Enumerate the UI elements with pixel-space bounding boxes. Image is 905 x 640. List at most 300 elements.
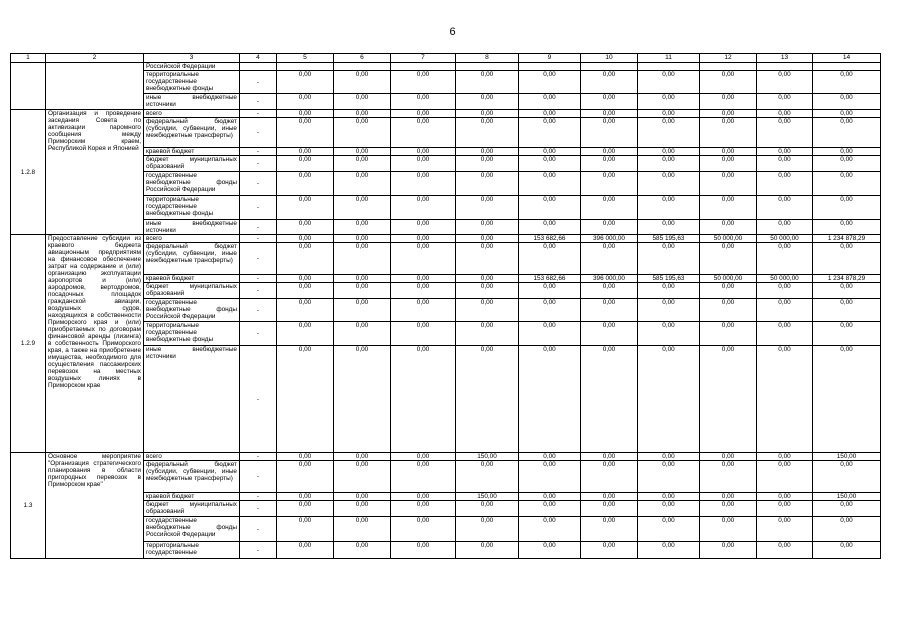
unit-cell: - — [240, 283, 277, 299]
value-cell: 0,00 — [519, 517, 581, 542]
value-cell: 0,00 — [391, 346, 456, 453]
value-cell: 0,00 — [334, 172, 391, 196]
item-description: Основное мероприятие "Организация стратегического планирования в области пригородных перевозок в Приморском крае" — [46, 453, 144, 559]
value-cell: 0,00 — [456, 299, 519, 322]
funding-source: федеральный бюджет (субсидии, субвенции, иные межбюджетные трансферты) — [144, 118, 240, 148]
unit-cell: - — [240, 346, 277, 453]
unit-cell: - — [240, 156, 277, 172]
value-cell: 0,00 — [813, 517, 881, 542]
value-cell: 0,00 — [334, 235, 391, 243]
value-cell: 0,00 — [391, 156, 456, 172]
value-cell: 0,00 — [757, 542, 813, 559]
value-cell: 0,00 — [581, 220, 638, 235]
value-cell: 0,00 — [334, 220, 391, 235]
unit-cell: - — [240, 275, 277, 283]
value-cell: 0,00 — [638, 71, 700, 94]
value-cell: 0,00 — [581, 94, 638, 110]
value-cell: 0,00 — [638, 461, 700, 493]
value-cell: 0,00 — [391, 542, 456, 559]
value-cell: 0,00 — [519, 453, 581, 461]
value-cell: 0,00 — [581, 493, 638, 501]
value-cell: 0,00 — [456, 235, 519, 243]
unit-cell: - — [240, 461, 277, 493]
value-cell: 0,00 — [581, 71, 638, 94]
value-cell: 0,00 — [334, 148, 391, 156]
value-cell: 0,00 — [391, 71, 456, 94]
value-cell: 0,00 — [277, 118, 334, 148]
value-cell: 0,00 — [391, 322, 456, 346]
value-cell: 0,00 — [391, 275, 456, 283]
value-cell: 0,00 — [581, 118, 638, 148]
value-cell: 50 000,00 — [757, 275, 813, 283]
funding-source: иные внебюджетные источники — [144, 346, 240, 453]
value-cell: 0,00 — [391, 110, 456, 118]
funding-source: бюджет муниципальных образований — [144, 156, 240, 172]
value-cell: 0,00 — [519, 148, 581, 156]
value-cell: 0,00 — [638, 299, 700, 322]
value-cell: 0,00 — [334, 299, 391, 322]
column-number: 11 — [638, 54, 700, 63]
funding-source: государственные внебюджетные фонды Российской Федерации — [144, 172, 240, 196]
value-cell: 0,00 — [519, 493, 581, 501]
value-cell: 0,00 — [638, 172, 700, 196]
unit-cell: - — [240, 71, 277, 94]
value-cell: 0,00 — [519, 461, 581, 493]
value-cell: 0,00 — [813, 299, 881, 322]
value-cell: 0,00 — [334, 283, 391, 299]
value-cell: 0,00 — [757, 283, 813, 299]
value-cell: 0,00 — [700, 196, 757, 220]
value-cell: 0,00 — [700, 299, 757, 322]
value-cell: 0,00 — [813, 322, 881, 346]
value-cell: 0,00 — [700, 517, 757, 542]
value-cell: 1 234 878,29 — [813, 275, 881, 283]
funding-source: всего — [144, 235, 240, 243]
value-cell: 0,00 — [757, 346, 813, 453]
value-cell: 0,00 — [757, 501, 813, 517]
value-cell: 0,00 — [334, 196, 391, 220]
value-cell: 0,00 — [581, 148, 638, 156]
value-cell: 0,00 — [519, 299, 581, 322]
value-cell: 0,00 — [519, 110, 581, 118]
value-cell: 0,00 — [277, 453, 334, 461]
value-cell: 0,00 — [334, 71, 391, 94]
value-cell: 1 234 878,29 — [813, 235, 881, 243]
value-cell: 0,00 — [456, 156, 519, 172]
value-cell: 0,00 — [757, 118, 813, 148]
value-cell — [581, 63, 638, 71]
value-cell: 0,00 — [813, 461, 881, 493]
value-cell — [638, 63, 700, 71]
value-cell: 50 000,00 — [757, 235, 813, 243]
unit-cell: - — [240, 517, 277, 542]
value-cell: 0,00 — [456, 243, 519, 275]
value-cell: 0,00 — [757, 110, 813, 118]
value-cell: 0,00 — [581, 283, 638, 299]
value-cell: 0,00 — [519, 283, 581, 299]
value-cell: 0,00 — [638, 243, 700, 275]
value-cell: 0,00 — [277, 283, 334, 299]
value-cell: 0,00 — [277, 148, 334, 156]
value-cell: 0,00 — [277, 517, 334, 542]
unit-cell: - — [240, 542, 277, 559]
value-cell: 0,00 — [391, 220, 456, 235]
value-cell: 0,00 — [581, 453, 638, 461]
value-cell: 0,00 — [456, 118, 519, 148]
value-cell: 0,00 — [757, 148, 813, 156]
value-cell: 0,00 — [519, 71, 581, 94]
unit-cell: - — [240, 299, 277, 322]
value-cell: 0,00 — [334, 322, 391, 346]
value-cell: 585 195,63 — [638, 235, 700, 243]
value-cell: 0,00 — [581, 322, 638, 346]
value-cell: 0,00 — [813, 196, 881, 220]
funding-source: федеральный бюджет (субсидии, субвенции, иные межбюджетные трансферты) — [144, 461, 240, 493]
unit-cell: - — [240, 235, 277, 243]
value-cell: 0,00 — [277, 110, 334, 118]
value-cell: 0,00 — [581, 299, 638, 322]
value-cell: 0,00 — [813, 542, 881, 559]
value-cell: 0,00 — [813, 148, 881, 156]
table-row — [11, 235, 881, 243]
value-cell: 0,00 — [638, 346, 700, 453]
item-number: 1.2.8 — [11, 110, 46, 235]
value-cell: 0,00 — [456, 94, 519, 110]
value-cell: 585 195,63 — [638, 275, 700, 283]
value-cell: 153 682,66 — [519, 275, 581, 283]
value-cell — [334, 63, 391, 71]
value-cell: 0,00 — [519, 156, 581, 172]
value-cell: 0,00 — [391, 501, 456, 517]
column-number: 8 — [456, 54, 519, 63]
value-cell: 0,00 — [519, 501, 581, 517]
funding-source: иные внебюджетные источники — [144, 94, 240, 110]
value-cell: 0,00 — [334, 461, 391, 493]
value-cell: 0,00 — [757, 322, 813, 346]
value-cell: 0,00 — [638, 493, 700, 501]
value-cell: 0,00 — [757, 453, 813, 461]
funding-source: государственные внебюджетные фонды Российской Федерации — [144, 517, 240, 542]
value-cell: 0,00 — [813, 501, 881, 517]
value-cell: 0,00 — [277, 501, 334, 517]
table-body — [11, 54, 881, 559]
value-cell: 0,00 — [700, 493, 757, 501]
value-cell: 0,00 — [638, 156, 700, 172]
funding-source: краевой бюджет — [144, 148, 240, 156]
value-cell: 150,00 — [456, 493, 519, 501]
item-description — [46, 63, 144, 110]
value-cell: 0,00 — [456, 220, 519, 235]
page-number: 6 — [449, 26, 456, 38]
value-cell: 0,00 — [757, 94, 813, 110]
value-cell: 0,00 — [334, 110, 391, 118]
unit-cell: - — [240, 110, 277, 118]
value-cell: 0,00 — [334, 94, 391, 110]
value-cell: 0,00 — [456, 501, 519, 517]
value-cell: 0,00 — [456, 461, 519, 493]
value-cell: 0,00 — [456, 346, 519, 453]
value-cell: 0,00 — [638, 322, 700, 346]
unit-cell: - — [240, 148, 277, 156]
value-cell: 0,00 — [519, 243, 581, 275]
value-cell: 0,00 — [334, 346, 391, 453]
value-cell: 0,00 — [391, 148, 456, 156]
value-cell: 0,00 — [638, 148, 700, 156]
value-cell: 0,00 — [277, 172, 334, 196]
value-cell: 0,00 — [277, 275, 334, 283]
value-cell: 0,00 — [700, 243, 757, 275]
value-cell: 0,00 — [391, 299, 456, 322]
value-cell: 50 000,00 — [700, 275, 757, 283]
value-cell: 396 000,00 — [581, 235, 638, 243]
value-cell: 0,00 — [813, 243, 881, 275]
value-cell: 0,00 — [700, 118, 757, 148]
value-cell: 0,00 — [638, 517, 700, 542]
unit-cell: - — [240, 172, 277, 196]
value-cell: 0,00 — [519, 346, 581, 453]
value-cell: 0,00 — [813, 94, 881, 110]
funding-source: федеральный бюджет (субсидии, субвенции, иные межбюджетные трансферты) — [144, 243, 240, 275]
value-cell: 0,00 — [456, 172, 519, 196]
value-cell: 0,00 — [334, 517, 391, 542]
funding-source: краевой бюджет — [144, 493, 240, 501]
value-cell: 0,00 — [334, 156, 391, 172]
value-cell: 0,00 — [581, 196, 638, 220]
value-cell: 0,00 — [334, 118, 391, 148]
value-cell: 0,00 — [277, 235, 334, 243]
unit-cell: - — [240, 501, 277, 517]
column-number: 2 — [46, 54, 144, 63]
value-cell: 0,00 — [581, 461, 638, 493]
item-description: Организация и проведение заседания Совета по активизации паромного сообщения между Приморским краем, Республикой Корея и Японией — [46, 110, 144, 235]
value-cell: 0,00 — [391, 517, 456, 542]
value-cell: 0,00 — [700, 110, 757, 118]
unit-cell: - — [240, 453, 277, 461]
value-cell: 150,00 — [813, 453, 881, 461]
value-cell: 0,00 — [519, 196, 581, 220]
value-cell: 0,00 — [277, 220, 334, 235]
value-cell: 0,00 — [638, 220, 700, 235]
value-cell: 0,00 — [277, 461, 334, 493]
value-cell: 0,00 — [519, 118, 581, 148]
value-cell: 0,00 — [638, 118, 700, 148]
value-cell: 0,00 — [456, 71, 519, 94]
value-cell: 0,00 — [638, 110, 700, 118]
value-cell: 0,00 — [581, 243, 638, 275]
value-cell: 0,00 — [638, 542, 700, 559]
value-cell: 0,00 — [638, 501, 700, 517]
value-cell: 0,00 — [700, 172, 757, 196]
value-cell: 0,00 — [757, 71, 813, 94]
value-cell: 0,00 — [334, 493, 391, 501]
funding-source: всего — [144, 453, 240, 461]
column-number: 1 — [11, 54, 46, 63]
value-cell: 0,00 — [813, 346, 881, 453]
value-cell: 0,00 — [334, 275, 391, 283]
value-cell: 0,00 — [519, 220, 581, 235]
value-cell: 0,00 — [456, 148, 519, 156]
value-cell: 0,00 — [277, 322, 334, 346]
value-cell: 0,00 — [334, 542, 391, 559]
column-number: 14 — [813, 54, 881, 63]
value-cell: 0,00 — [334, 243, 391, 275]
funding-source: бюджет муниципальных образований — [144, 501, 240, 517]
value-cell: 0,00 — [581, 156, 638, 172]
value-cell: 0,00 — [581, 346, 638, 453]
column-number: 12 — [700, 54, 757, 63]
funding-source: территориальные государственные внебюджетные фонды — [144, 71, 240, 94]
value-cell: 0,00 — [813, 172, 881, 196]
value-cell: 0,00 — [757, 243, 813, 275]
column-number: 5 — [277, 54, 334, 63]
funding-source: иные внебюджетные источники — [144, 220, 240, 235]
table-row — [11, 453, 881, 461]
value-cell: 0,00 — [456, 517, 519, 542]
value-cell — [519, 63, 581, 71]
value-cell: 0,00 — [581, 110, 638, 118]
value-cell: 0,00 — [638, 94, 700, 110]
value-cell: 0,00 — [700, 94, 757, 110]
value-cell — [277, 63, 334, 71]
value-cell: 0,00 — [277, 493, 334, 501]
value-cell: 0,00 — [277, 299, 334, 322]
value-cell: 0,00 — [638, 283, 700, 299]
column-number: 7 — [391, 54, 456, 63]
value-cell: 0,00 — [757, 493, 813, 501]
value-cell — [391, 63, 456, 71]
value-cell: 0,00 — [581, 517, 638, 542]
value-cell: 0,00 — [391, 243, 456, 275]
value-cell: 0,00 — [757, 517, 813, 542]
funding-source: бюджет муниципальных образований — [144, 283, 240, 299]
unit-cell: - — [240, 322, 277, 346]
value-cell: 0,00 — [757, 196, 813, 220]
value-cell: 0,00 — [277, 346, 334, 453]
value-cell: 0,00 — [456, 283, 519, 299]
value-cell: 0,00 — [757, 172, 813, 196]
funding-source: территориальные государственные — [144, 542, 240, 559]
funding-source: территориальные государственные внебюджетные фонды — [144, 322, 240, 346]
value-cell: 0,00 — [581, 172, 638, 196]
value-cell: 0,00 — [456, 322, 519, 346]
value-cell: 0,00 — [391, 283, 456, 299]
column-number: 4 — [240, 54, 277, 63]
value-cell: 0,00 — [277, 243, 334, 275]
unit-cell: - — [240, 220, 277, 235]
value-cell: 0,00 — [391, 172, 456, 196]
value-cell: 0,00 — [638, 196, 700, 220]
funding-source: всего — [144, 110, 240, 118]
value-cell: 0,00 — [456, 542, 519, 559]
funding-source: Российской Федерации — [144, 63, 240, 71]
value-cell: 0,00 — [700, 346, 757, 453]
value-cell: 0,00 — [391, 118, 456, 148]
value-cell: 0,00 — [757, 461, 813, 493]
value-cell: 0,00 — [581, 501, 638, 517]
value-cell: 150,00 — [456, 453, 519, 461]
value-cell: 0,00 — [757, 156, 813, 172]
value-cell: 0,00 — [700, 71, 757, 94]
unit-cell: - — [240, 243, 277, 275]
value-cell: 0,00 — [519, 322, 581, 346]
value-cell: 0,00 — [391, 493, 456, 501]
value-cell: 0,00 — [813, 156, 881, 172]
value-cell: 396 000,00 — [581, 275, 638, 283]
value-cell: 0,00 — [456, 275, 519, 283]
value-cell: 0,00 — [813, 220, 881, 235]
value-cell: 0,00 — [334, 501, 391, 517]
value-cell: 150,00 — [813, 493, 881, 501]
item-number: 1.2.9 — [11, 235, 46, 453]
value-cell: 0,00 — [277, 71, 334, 94]
unit-cell: - — [240, 118, 277, 148]
value-cell: 0,00 — [813, 71, 881, 94]
funding-source: краевой бюджет — [144, 275, 240, 283]
unit-cell: - — [240, 493, 277, 501]
column-number: 3 — [144, 54, 240, 63]
value-cell: 0,00 — [277, 94, 334, 110]
value-cell — [700, 63, 757, 71]
value-cell: 0,00 — [813, 118, 881, 148]
value-cell: 0,00 — [519, 172, 581, 196]
value-cell: 0,00 — [700, 148, 757, 156]
value-cell: 0,00 — [700, 220, 757, 235]
value-cell: 0,00 — [277, 542, 334, 559]
value-cell: 0,00 — [391, 461, 456, 493]
column-number-row — [11, 54, 881, 63]
funding-source: территориальные государственные внебюджетные фонды — [144, 196, 240, 220]
value-cell: 0,00 — [519, 542, 581, 559]
value-cell: 0,00 — [391, 235, 456, 243]
value-cell: 0,00 — [700, 461, 757, 493]
value-cell: 0,00 — [638, 453, 700, 461]
value-cell: 0,00 — [700, 501, 757, 517]
table-row — [11, 110, 881, 118]
value-cell: 0,00 — [757, 299, 813, 322]
value-cell: 0,00 — [391, 196, 456, 220]
value-cell: 0,00 — [334, 453, 391, 461]
value-cell: 0,00 — [700, 156, 757, 172]
funding-source: государственные внебюджетные фонды Российской Федерации — [144, 299, 240, 322]
value-cell: 50 000,00 — [700, 235, 757, 243]
column-number: 9 — [519, 54, 581, 63]
value-cell: 0,00 — [813, 283, 881, 299]
value-cell: 0,00 — [277, 156, 334, 172]
value-cell: 0,00 — [700, 283, 757, 299]
item-description: Предоставление субсидии из краевого бюджета авиационным предприятиям на финансовое обеспечение затрат на содержание и (или) организацию эксплуатации аэропортов и (или) аэродромов, вертодромов, посадочных площадок гражданской авиации, воздушных судов, находящихся в собственности Приморского края и (или) приобретаемых по договорам финансовой аренды (лизинга) в собственность Приморского края, а также на приобретение имущества, необходимого для осуществления пассажирских перевозок на местных воздушных линиях в Приморском крае — [46, 235, 144, 453]
value-cell: 0,00 — [391, 453, 456, 461]
column-number: 6 — [334, 54, 391, 63]
value-cell: 0,00 — [700, 322, 757, 346]
value-cell: 0,00 — [519, 94, 581, 110]
item-number — [11, 63, 46, 110]
value-cell: 0,00 — [757, 220, 813, 235]
value-cell — [813, 63, 881, 71]
value-cell: 0,00 — [700, 453, 757, 461]
value-cell: 0,00 — [456, 196, 519, 220]
value-cell — [456, 63, 519, 71]
unit-cell: - — [240, 94, 277, 110]
value-cell: 0,00 — [391, 94, 456, 110]
table-row — [11, 63, 881, 71]
value-cell: 0,00 — [277, 196, 334, 220]
value-cell: 0,00 — [581, 542, 638, 559]
value-cell: 0,00 — [813, 110, 881, 118]
budget-table — [10, 53, 881, 559]
value-cell: 0,00 — [700, 542, 757, 559]
item-number: 1.3 — [11, 453, 46, 559]
unit-cell: - — [240, 196, 277, 220]
